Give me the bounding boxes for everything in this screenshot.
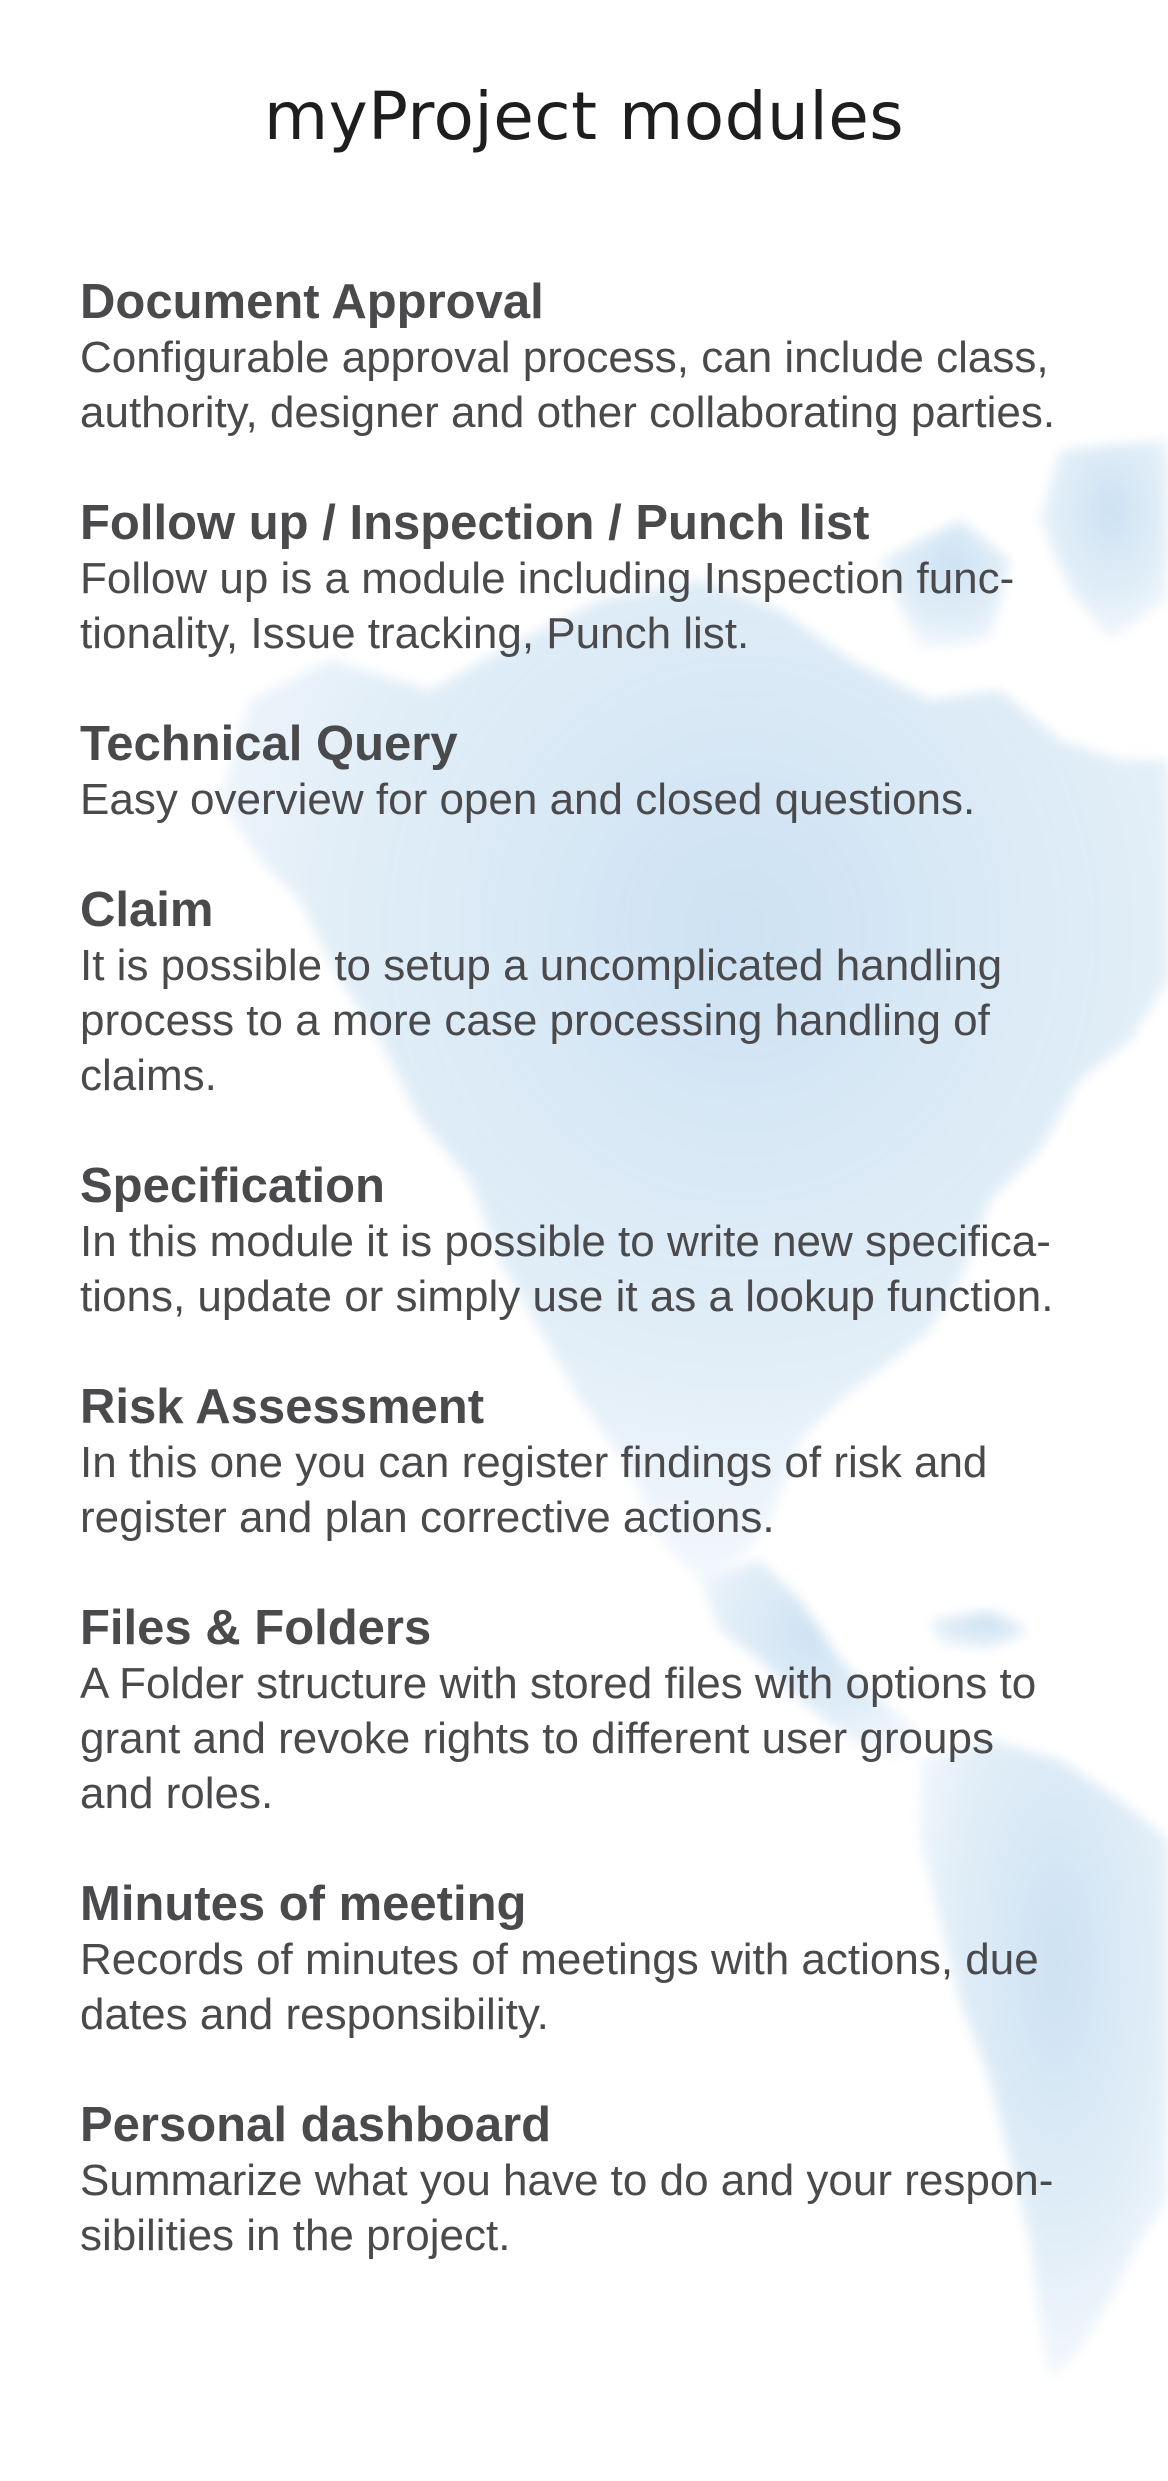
description-line: Configurable approval process, can include class,	[80, 333, 1049, 382]
module-description	[80, 1656, 1140, 1821]
description-line: grant and revoke rights to different user groups	[80, 1714, 994, 1763]
module-description	[80, 1214, 1140, 1324]
description-line: In this module it is possible to write new specifica-	[80, 1217, 1051, 1266]
page-title: myProject modules	[263, 78, 905, 155]
module-title: Document Approval	[80, 275, 544, 329]
description-line: process to a more case processing handling of	[80, 996, 990, 1045]
description-line: register and plan corrective actions.	[80, 1493, 775, 1542]
module-description	[80, 1932, 1140, 2042]
module-description	[80, 938, 1140, 1103]
module-title: Risk Assessment	[80, 1380, 485, 1434]
module-title: Follow up / Inspection / Punch list	[80, 496, 870, 550]
module-title: Specification	[80, 1159, 385, 1213]
module-title: Personal dashboard	[80, 2098, 552, 2152]
module-title: Minutes of meeting	[80, 1877, 527, 1931]
description-line: tions, update or simply use it as a lookup function.	[80, 1272, 1054, 1321]
module-description	[80, 330, 1140, 440]
module-description	[80, 1435, 1140, 1545]
description-line: and roles.	[80, 1769, 274, 1818]
module-list	[80, 274, 1140, 2318]
description-line: sibilities in the project.	[80, 2211, 511, 2260]
description-line: claims.	[80, 1051, 217, 1100]
module-minutes-of-meeting	[80, 1876, 1140, 2042]
description-line: tionality, Issue tracking, Punch list.	[80, 609, 750, 658]
module-description	[80, 2153, 1140, 2263]
description-line: Easy overview for open and closed questions.	[80, 775, 976, 824]
description-line: It is possible to setup a uncomplicated handling	[80, 941, 1003, 990]
module-follow-up	[80, 495, 1140, 661]
description-line: dates and responsibility.	[80, 1990, 549, 2039]
module-technical-query	[80, 716, 1140, 827]
module-description	[80, 772, 1140, 827]
module-risk-assessment	[80, 1379, 1140, 1545]
description-line: Records of minutes of meetings with actions, due	[80, 1935, 1039, 1984]
module-title: Files & Folders	[80, 1601, 432, 1655]
description-line: Follow up is a module including Inspection func-	[80, 554, 1015, 603]
module-claim	[80, 882, 1140, 1103]
module-document-approval	[80, 274, 1140, 440]
module-description	[80, 551, 1140, 661]
module-files-folders	[80, 1600, 1140, 1821]
module-personal-dashboard	[80, 2097, 1140, 2263]
module-title: Technical Query	[80, 717, 458, 771]
description-line: A Folder structure with stored files with options to	[80, 1659, 1037, 1708]
module-title: Claim	[80, 883, 214, 937]
module-specification	[80, 1158, 1140, 1324]
description-line: Summarize what you have to do and your respon-	[80, 2156, 1054, 2205]
description-line: authority, designer and other collaborating parties.	[80, 388, 1056, 437]
description-line: In this one you can register findings of risk and	[80, 1438, 988, 1487]
